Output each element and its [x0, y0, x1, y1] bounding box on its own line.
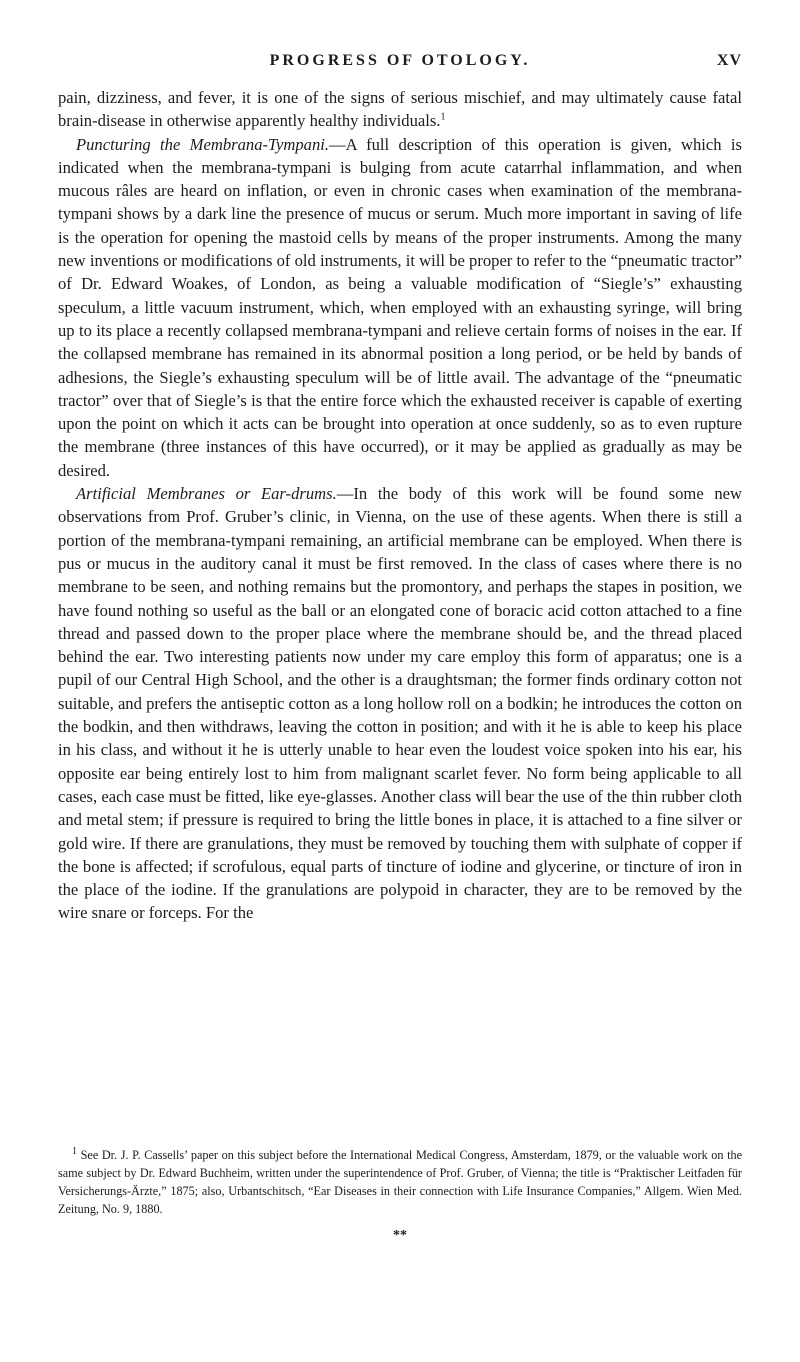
paragraph-3-text: —In the body of this work will be found some new observations from Prof. Gruber’s clinic, in Vienna, on the use of these agents. When there is still a portion of the membrana-tympani remaining, an artificial membrane can be employed. When there is pus or mucus in the auditory canal it must be first removed. In the class of cases where there is no membrane to be seen, and nothing remains but the promontory, and perhaps the stapes in position, we have found nothing so useful as the ball or an elongated cone of boracic acid cotton attached to a fine thread and passed down to the proper place where the membrane should be, and the thread placed behind the ear. Two interesting patients now under my care employ this form of apparatus; one is a pupil of our Central High School, and the other is a draughtsman; the former finds ordinary cotton not suitable, and prefers the antiseptic cotton as a long hollow roll on a bodkin; he introduces the cotton on the bodkin, and then withdraws, leaving the cotton in position; and with it he is able to keep his place in his class, and without it he is utterly unable to hear even the loudest voice spoken into his ear, his opposite ear being entirely lost to him from malignant scarlet fever. No form being applicable to all cases, each case must be fitted, like eye-glasses. Another class will bear the use of the thin rubber cloth and metal stem; if pressure is required to bring the little bones in place, it is attached to a fine silver or gold wire. If there are granulations, they must be removed by touching them with sulphate of copper if the bone is affected; if scrofulous, equal parts of tincture of iodine and glycerine, or tincture of iron in the place of the iodine. If the granulations are polypoid in character, they are to be removed by the wire snare or forceps. For the — [58, 484, 743, 923]
paragraph-3 — [58, 482, 742, 925]
footnote-mark: 1 — [72, 1145, 77, 1157]
signature-mark: ** — [393, 1228, 407, 1243]
paragraph-2-heading: Puncturing the Membrana-Tympani. — [76, 134, 330, 154]
page-header — [58, 52, 742, 76]
paragraph-1 — [58, 86, 742, 133]
paragraph-3-heading: Artificial Membranes or Ear-drums. — [76, 484, 337, 504]
footnote-reference: 1 — [440, 111, 446, 123]
paragraph-1-text: pain, dizziness, and fever, it is one of the signs of serious mischief, and may ultimately cause fatal brain-disease in otherwise apparently healthy individuals. — [58, 88, 742, 131]
footnote — [58, 1146, 742, 1218]
footnote-text: See Dr. J. P. Cassells’ paper on this subject before the International Medical Congress, Amsterdam, 1879, or the valuable work on the same subject by Dr. Edward Buchheim, written under the superintendence of Prof. Gruber, of Vienna; the title is “Praktischer Leitfaden für Versicherungs-Ärzte,” 1875; also, Urbantschitsch, “Ear Diseases in their connection with Life Insurance Companies,” Allgem. Wien Med. Zeitung, No. 9, 1880. — [58, 1148, 742, 1216]
paragraph-2-text: —A full description of this operation is given, which is indicated when the membrana-tympani is bulging from acute catarrhal inflammation, and when mucous râles are heard on inflation, or even in chronic cases when examination of the membrana-tympani shows by a dark line the presence of mucus or serum. Much more important in saving of life is the operation for opening the mastoid cells by means of the proper instruments. Among the many new inventions or modifications of old instruments, it will be proper to refer to the “pneumatic tractor” of Dr. Edward Woakes, of London, as being a valuable modification of “Siegle’s” exhausting speculum, a little vacuum instrument, which, when employed with an exhausting syringe, will bring up to its place a recently collapsed membrana-tympani and relieve certain forms of noises in the ear. If the collapsed membrane has remained in its abnormal position a long period, or be held by bands of adhesions, the Siegle’s exhausting speculum will be of little avail. The advantage of the “pneumatic tractor” over that of Siegle’s is that the entire force which the exhausted receiver is capable of exerting upon the point on which it acts can be brought into operation at once suddenly, so as to even rupture the membrane (three instances of this have occurred), or it may be applied as gradually as may be desired. — [58, 134, 743, 480]
page-number: XV — [716, 52, 742, 69]
footnote-paragraph — [58, 1146, 742, 1218]
body-text — [58, 86, 742, 925]
paragraph-2 — [58, 133, 742, 482]
running-head: PROGRESS OF OTOLOGY. — [269, 52, 531, 69]
